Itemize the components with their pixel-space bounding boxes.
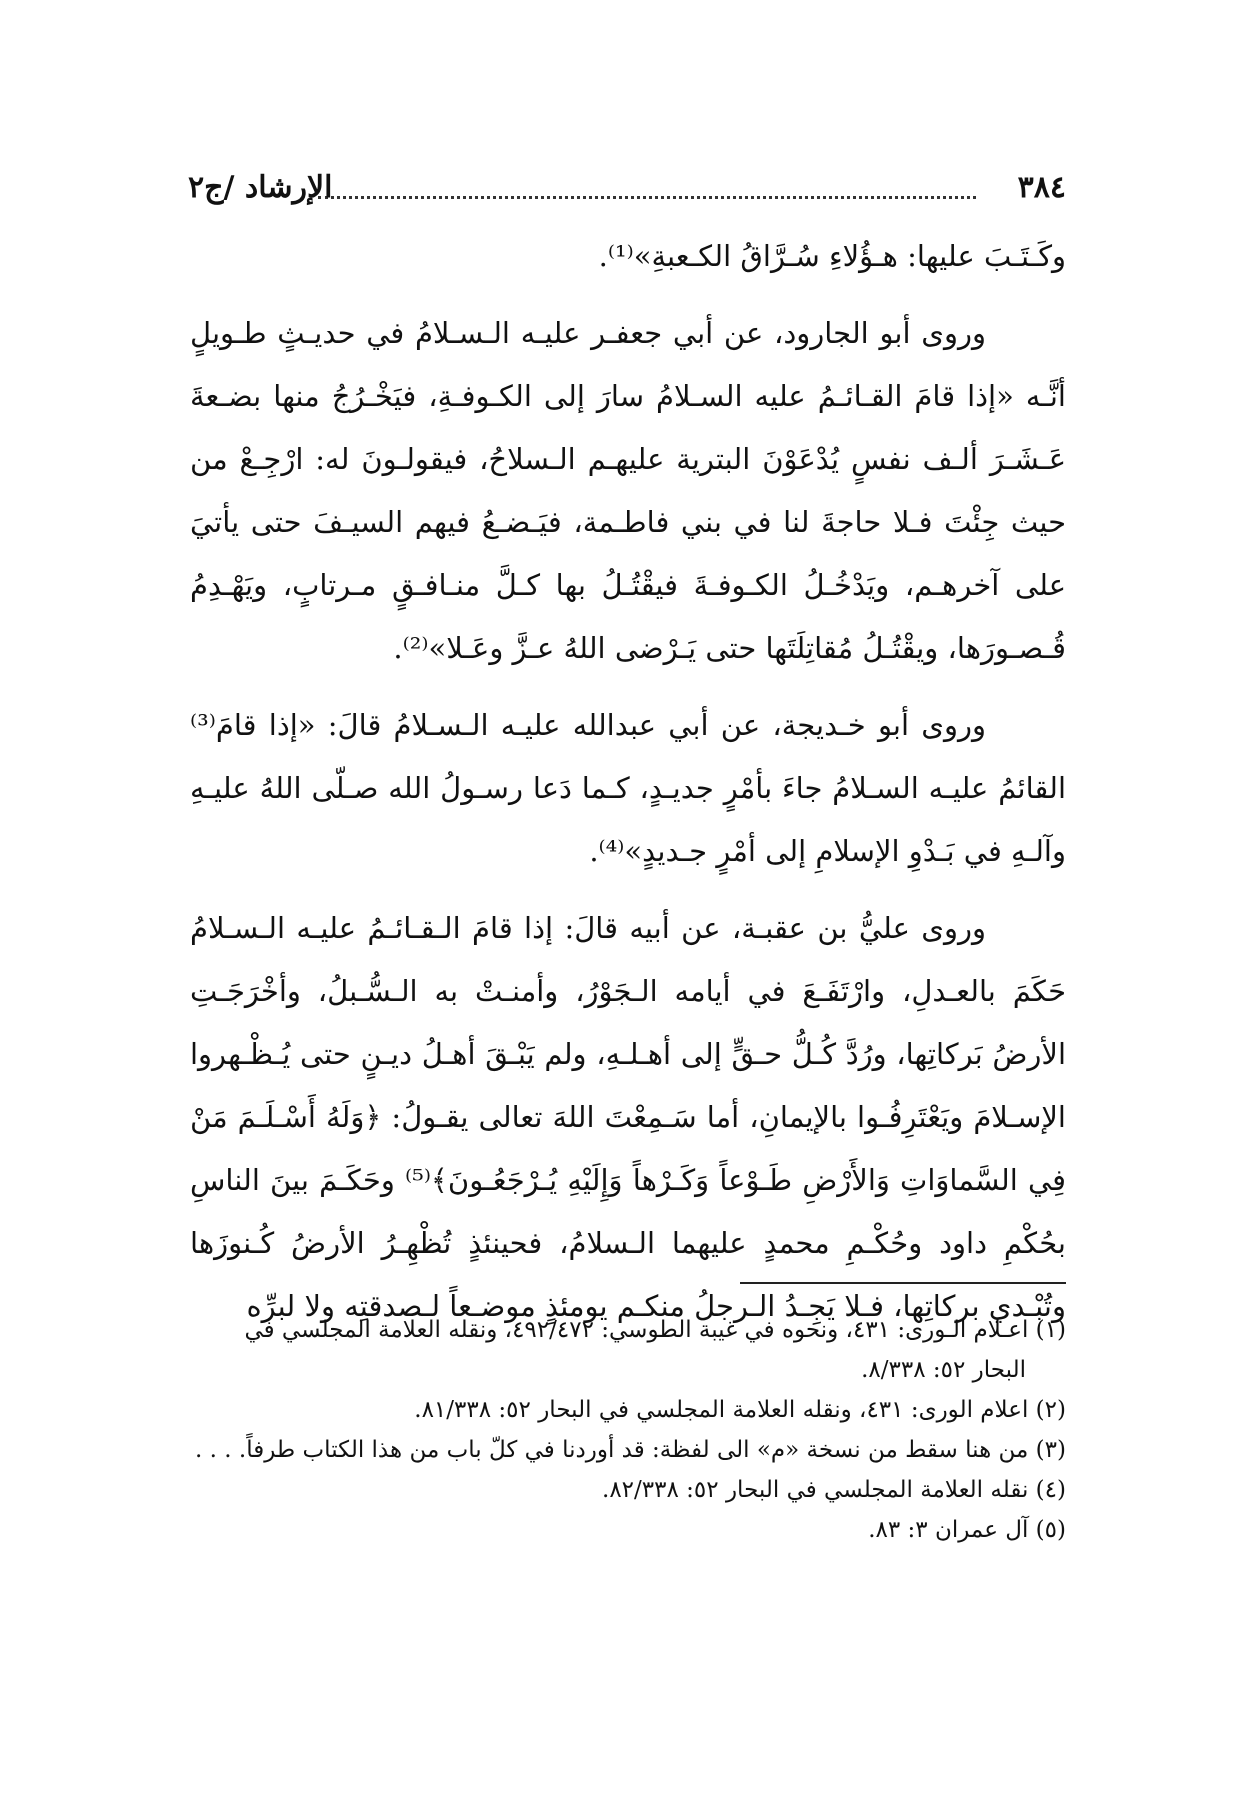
- footnote-separator: [740, 1282, 1066, 1284]
- footnote-marker: (٣): [1035, 1437, 1066, 1463]
- footnote-2: [190, 1390, 1066, 1430]
- footnote-text: آل عمران ٣: ٨٣.: [868, 1517, 1029, 1543]
- footnote-marker: (٢): [1035, 1397, 1066, 1423]
- footnote-3: [190, 1430, 1066, 1470]
- footnote-text: اعـلام الـورى: ٤٣١، ونحوه في غيبة الطوسي: ٤٩٢/٤٧٢، ونقله العلامة المجلسي في: [244, 1317, 1029, 1343]
- page-number: ٣٨٤: [1017, 170, 1066, 205]
- footnote-1: [190, 1310, 1066, 1390]
- footnote-marker: (٤): [1035, 1477, 1066, 1503]
- paragraph-3: وروى أبو خـديجة، عن أبي عبدالله عليـه الـسـلامُ قالَ: «إذا قامَ⁽³⁾ القائمُ عليـه السـلامُ جاءَ بأمْرٍ جديـدٍ، كـما دَعا رسـولُ الله صـلّى اللهُ عليـهِ وآلـهِ في بَـدْوِ الإسلامِ إلى أمْرٍ جـديدٍ»⁽⁴⁾.: [190, 708, 1066, 868]
- page-header: [188, 170, 1066, 220]
- running-title: الإرشاد /ج٢: [188, 170, 333, 205]
- footnote-marker: (٥): [1035, 1517, 1066, 1543]
- footnote-4: [190, 1470, 1066, 1510]
- footnote-continuation: البحار ٥٢: ٨/٣٣٨.: [861, 1357, 1026, 1383]
- footnotes: [190, 1310, 1066, 1550]
- footnote-marker: (١): [1035, 1317, 1066, 1343]
- paragraph-1: وكَـتَـبَ عليها: هـؤُلاءِ سُـرَّاقُ الكـعبةِ»⁽¹⁾.: [598, 239, 1066, 273]
- main-text: [190, 225, 1066, 1352]
- paragraph-2: وروى أبو الجارود، عن أبي جعفـر عليـه الـسـلامُ في حديـثٍ طـويلٍ أنَّـه «إذا قامَ القـائـمُ عليه السـلامُ سارَ إلى الكـوفـةِ، فيَخْـرُجُ منها بضـعةَ عَـشَـرَ ألـف نفسٍ يُدْعَوْنَ البترية عليهـم الـسلاحُ، فيقولـونَ له: ارْجِـعْ من حيث جِئْتَ فـلا حاجةَ لنا في بني فاطـمة، فيَـضـعُ فيهم السيـفَ حتى يأتيَ على آخرهـم، ويَدْخُـلُ الكـوفـةَ فيقْتُـلُ بها كـلَّ منـافـقٍ مـرتابٍ، ويَهْـدِمُ قُـصـورَها، ويقْتُـلُ مُقاتِلَتَها حتى يَـرْضى اللهُ عـزَّ وعَـلا»⁽²⁾.: [190, 316, 1066, 665]
- footnote-text: نقله العلامة المجلسي في البحار ٥٢: ٨٢/٣٣٨.: [602, 1477, 1029, 1503]
- footnote-5: [190, 1510, 1066, 1550]
- paragraph-4: وروى عليُّ بن عقبـة، عن أبيه قالَ: إذا قامَ الـقـائـمُ عليـه الـسـلامُ حَكَمَ بالعـدلِ، وارْتَفَـعَ في أيامه الـجَوْرُ، وأمنـتْ به الـسُّـبلُ، وأخْرَجَـتِ الأرضُ بَركاتِها، ورُدَّ كُـلُّ حـقٍّ إلى أهـلـهِ، ولم يَبْـقَ أهـلُ ديـنٍ حتى يُـظْـهروا الإسـلامَ ويَعْتَرِفُـوا بالإيمانِ، أما سَـمِعْتَ اللهَ تعالى يقـولُ: ﴿وَلَهُ أَسْـلَـمَ مَنْ فِي السَّماوَاتِ وَالأَرْضِ طَـوْعاً وَكَـرْهاً وَإِلَيْهِ يُـرْجَعُـونَ﴾⁽⁵⁾ وحَكَـمَ بينَ الناسِ بحُكْمِ داود وحُكْـمِ محمدٍ عليهما الـسلامُ، فحينئذٍ تُظْهِـرُ الأرضُ كُـنوزَها وتُبْـدي بركاتِها، فـلا يَجِـدُ الـرجلُ منكـم يومئذٍ موضـعاً لـصدقتِه ولا لبرِّه: [190, 911, 1066, 1323]
- header-dotted-leader: [318, 196, 976, 199]
- footnote-text: اعلام الورى: ٤٣١، ونقله العلامة المجلسي في البحار ٥٢: ٨١/٣٣٨.: [414, 1397, 1029, 1423]
- footnote-text: من هنا سقط من نسخة «م» الى لفظة: قد أوردنا في كلّ باب من هذا الكتاب طرفاً. . . .: [195, 1437, 1029, 1463]
